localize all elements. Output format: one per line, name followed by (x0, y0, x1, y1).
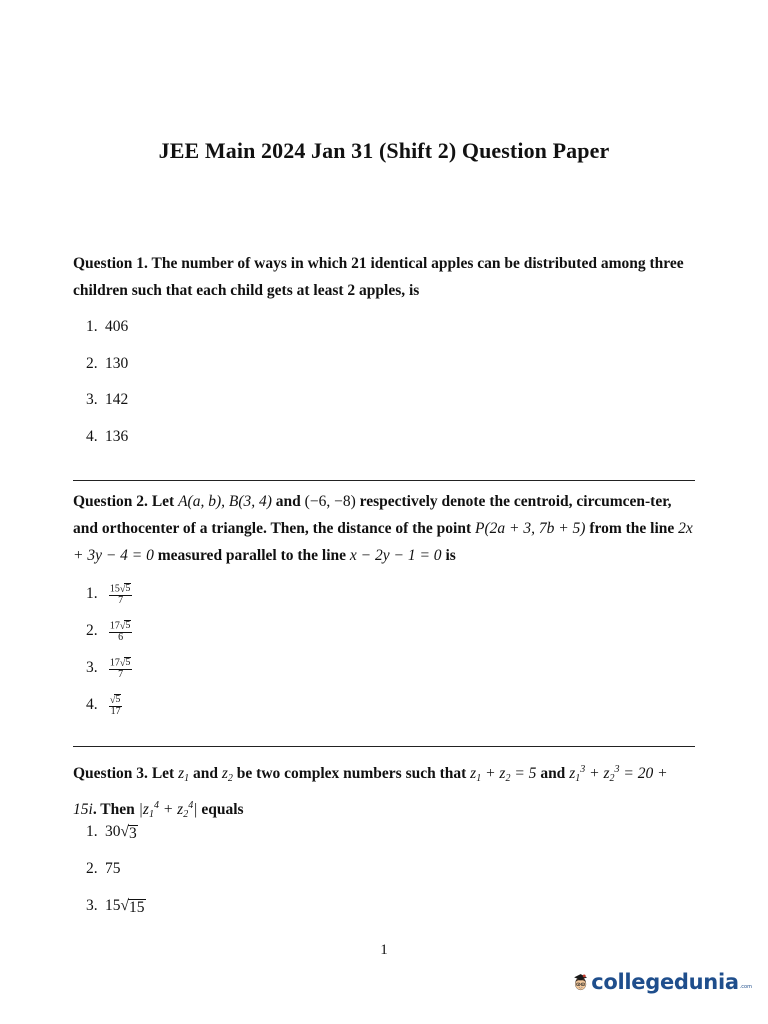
option-q2-1: 1. 15 √ 5 7 (86, 583, 131, 606)
fraction: 15 √ 5 7 (109, 583, 131, 606)
logo-text: collegedunia (591, 970, 739, 994)
option-q3-2: 2. 75 (86, 860, 121, 877)
logo-tld: .com (739, 984, 752, 990)
math-line-2: x − 2y − 1 = 0 (349, 547, 442, 564)
page-title: JEE Main 2024 Jan 31 (Shift 2) Question Paper (158, 138, 610, 163)
mascot-icon (572, 956, 589, 1008)
math-centroid: A(a, b), B(3, 4) (178, 493, 272, 510)
option-q1-4: 4. 136 (86, 428, 129, 445)
option-q3-1: 1. 30 √ 3 (86, 823, 137, 842)
fraction: 17 √ 5 6 (109, 620, 131, 643)
question-3: Question 3. Let $z_1$ and $z_2$ be two complex numbers such that $z_1 + z_2 = 5$ and $z_1^3 + z_2^3 = 20 + 15i$. Then $|z_1^4 + z_2^4|$ equals (73, 764, 668, 820)
fraction: √ 5 17 (109, 694, 121, 717)
collegedunia-logo (572, 954, 752, 1010)
math-point: P(2a + 3, 7b + 5) (475, 520, 586, 537)
option-q1-3: 3. 142 (86, 391, 129, 408)
math-abs: $|z_1^4 + z_2^4|$ (138, 800, 198, 820)
question-text: The number of ways in which 21 identical apples can be distributed among three children such that each child gets at least 2 apples, is (73, 255, 684, 299)
math-line-1: 2x + 3y − 4 = 0 (73, 520, 693, 564)
option-q3-3: 3. 15 √ 15 (86, 897, 145, 916)
question-label: Question 2. (73, 493, 148, 510)
option-q1-2: 2. 130 (86, 355, 129, 372)
fraction: 17 √ 5 7 (109, 657, 131, 680)
divider (73, 480, 695, 481)
option-q2-2: 2. 17 √ 5 6 (86, 620, 131, 643)
question-2: Question 2. Let A(a, b), B(3, 4) and (−6, −8) respectively denote the centroid, circumcen-ter, and orthocenter of a triangle. Then, the distance of the point P(2a + 3, 7b + 5) from the line 2x + 3y − 4 = 0 measured parallel to the line x − 2y − 1 = 0 is (73, 493, 693, 564)
page-number: 1 (380, 942, 388, 958)
math-orthocenter: (−6, −8) (304, 493, 356, 510)
question-1 (73, 250, 695, 304)
option-q1-1: 1. 406 (86, 318, 129, 335)
math-z1: $z_1$ (178, 765, 190, 784)
divider (73, 746, 695, 747)
math-sum: $z_1 + z_2 = 5$ (470, 765, 537, 784)
option-q2-3: 3. 17 √ 5 7 (86, 657, 131, 680)
math-z2: $z_2$ (221, 765, 233, 784)
math-cubes: $z_1^3 + z_2^3 = 20 + 15i$ (73, 764, 668, 818)
question-label: Question 1. (73, 255, 148, 272)
question-label: Question 3. (73, 765, 148, 782)
option-q2-4: 4. √ 5 17 (86, 694, 121, 717)
